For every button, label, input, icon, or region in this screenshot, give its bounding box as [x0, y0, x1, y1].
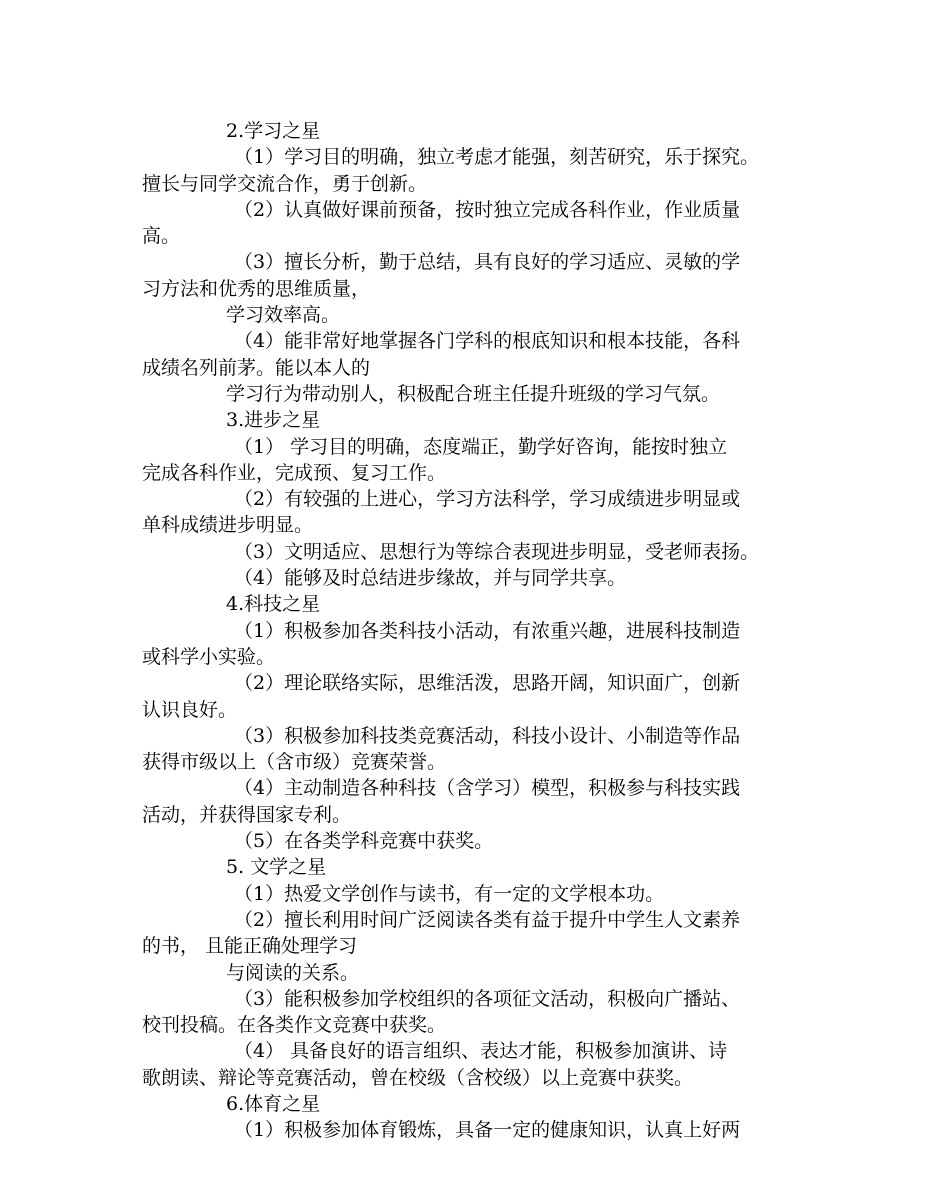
criterion-item: （4）能非常好地掌握各门学科的根底知识和根本技能，各科 [234, 330, 741, 353]
criterion-item: （1）积极参加体育锻炼，具备一定的健康知识，认真上好两 [234, 1119, 741, 1142]
text-line-continuation: 习方法和优秀的思维质量， [142, 277, 371, 300]
text-line-continuation: 获得市级以上（含市级）竞赛荣誉。 [142, 751, 447, 774]
text-line-continuation: 学习行为带动别人，积极配合班主任提升班级的学习气氛。 [226, 382, 721, 405]
section-heading: 5. 文学之星 [226, 856, 327, 879]
text-line-continuation: 的书， 且能正确处理学习 [142, 935, 358, 958]
criterion-item: （2）理论联络实际，思维活泼，思路开阔，知识面广，创新 [234, 672, 741, 695]
criterion-item: （2）认真做好课前预备，按时独立完成各科作业，作业质量 [234, 198, 741, 221]
criterion-item: （3）能积极参加学校组织的各项征文活动，积极向广播站、 [234, 987, 741, 1010]
text-line-continuation: 高。 [142, 225, 181, 248]
criterion-item: （4） 具备良好的语言组织、表达才能，积极参加演讲、诗 [234, 1040, 728, 1063]
text-line-continuation: 或科学小实验。 [142, 645, 276, 668]
criterion-item: （1）热爱文学创作与读书，有一定的文学根本功。 [234, 882, 665, 905]
criterion-item: （1） 学习目的明确，态度端正，勤学好咨询，能按时独立 [234, 435, 728, 458]
criterion-item: （3）积极参加科技类竞赛活动，科技小设计、小制造等作品 [234, 724, 741, 747]
text-line-continuation: 成绩名列前茅。能以本人的 [142, 356, 371, 379]
criterion-item: （4）主动制造各种科技（含学习）模型，积极参与科技实践 [234, 777, 741, 800]
criterion-item: （2）有较强的上进心，学习方法科学，学习成绩进步明显或 [234, 488, 741, 511]
section-heading: 4.科技之星 [226, 593, 321, 616]
text-line-continuation: 完成各科作业，完成预、复习工作。 [142, 461, 447, 484]
criterion-item: （3）擅长分析，勤于总结，具有良好的学习适应、灵敏的学 [234, 251, 741, 274]
text-line-continuation: 校刊投稿。在各类作文竞赛中获奖。 [142, 1014, 447, 1037]
criterion-item: （3）文明适应、思想行为等综合表现进步明显，受老师表扬。 [234, 540, 760, 563]
document-body [142, 118, 832, 1144]
criterion-item: （4）能够及时总结进步缘故，并与同学共享。 [234, 567, 627, 590]
text-line-continuation: 与阅读的关系。 [226, 961, 360, 984]
text-line-continuation: 活动，并获得国家专利。 [142, 803, 352, 826]
text-line-continuation: 擅长与同学交流合作，勇于创新。 [142, 172, 428, 195]
criterion-item: （5）在各类学科竞赛中获奖。 [234, 830, 494, 853]
criterion-item: （2）擅长利用时间广泛阅读各类有益于提升中学生人文素养 [234, 908, 741, 931]
criterion-item: （1）积极参加各类科技小活动，有浓重兴趣，进展科技制造 [234, 619, 741, 642]
section-heading: 3.进步之星 [226, 409, 321, 432]
text-line-continuation: 歌朗读、辩论等竞赛活动，曾在校级（含校级）以上竞赛中获奖。 [142, 1066, 694, 1089]
text-line-continuation: 学习效率高。 [226, 304, 341, 327]
text-line-continuation: 单科成绩进步明显。 [142, 514, 314, 537]
criterion-item: （1）学习目的明确，独立考虑才能强，刻苦研究，乐于探究。 [234, 146, 760, 169]
section-heading: 6.体育之星 [226, 1092, 321, 1115]
text-line-continuation: 认识良好。 [142, 698, 238, 721]
section-heading: 2.学习之星 [226, 120, 321, 142]
